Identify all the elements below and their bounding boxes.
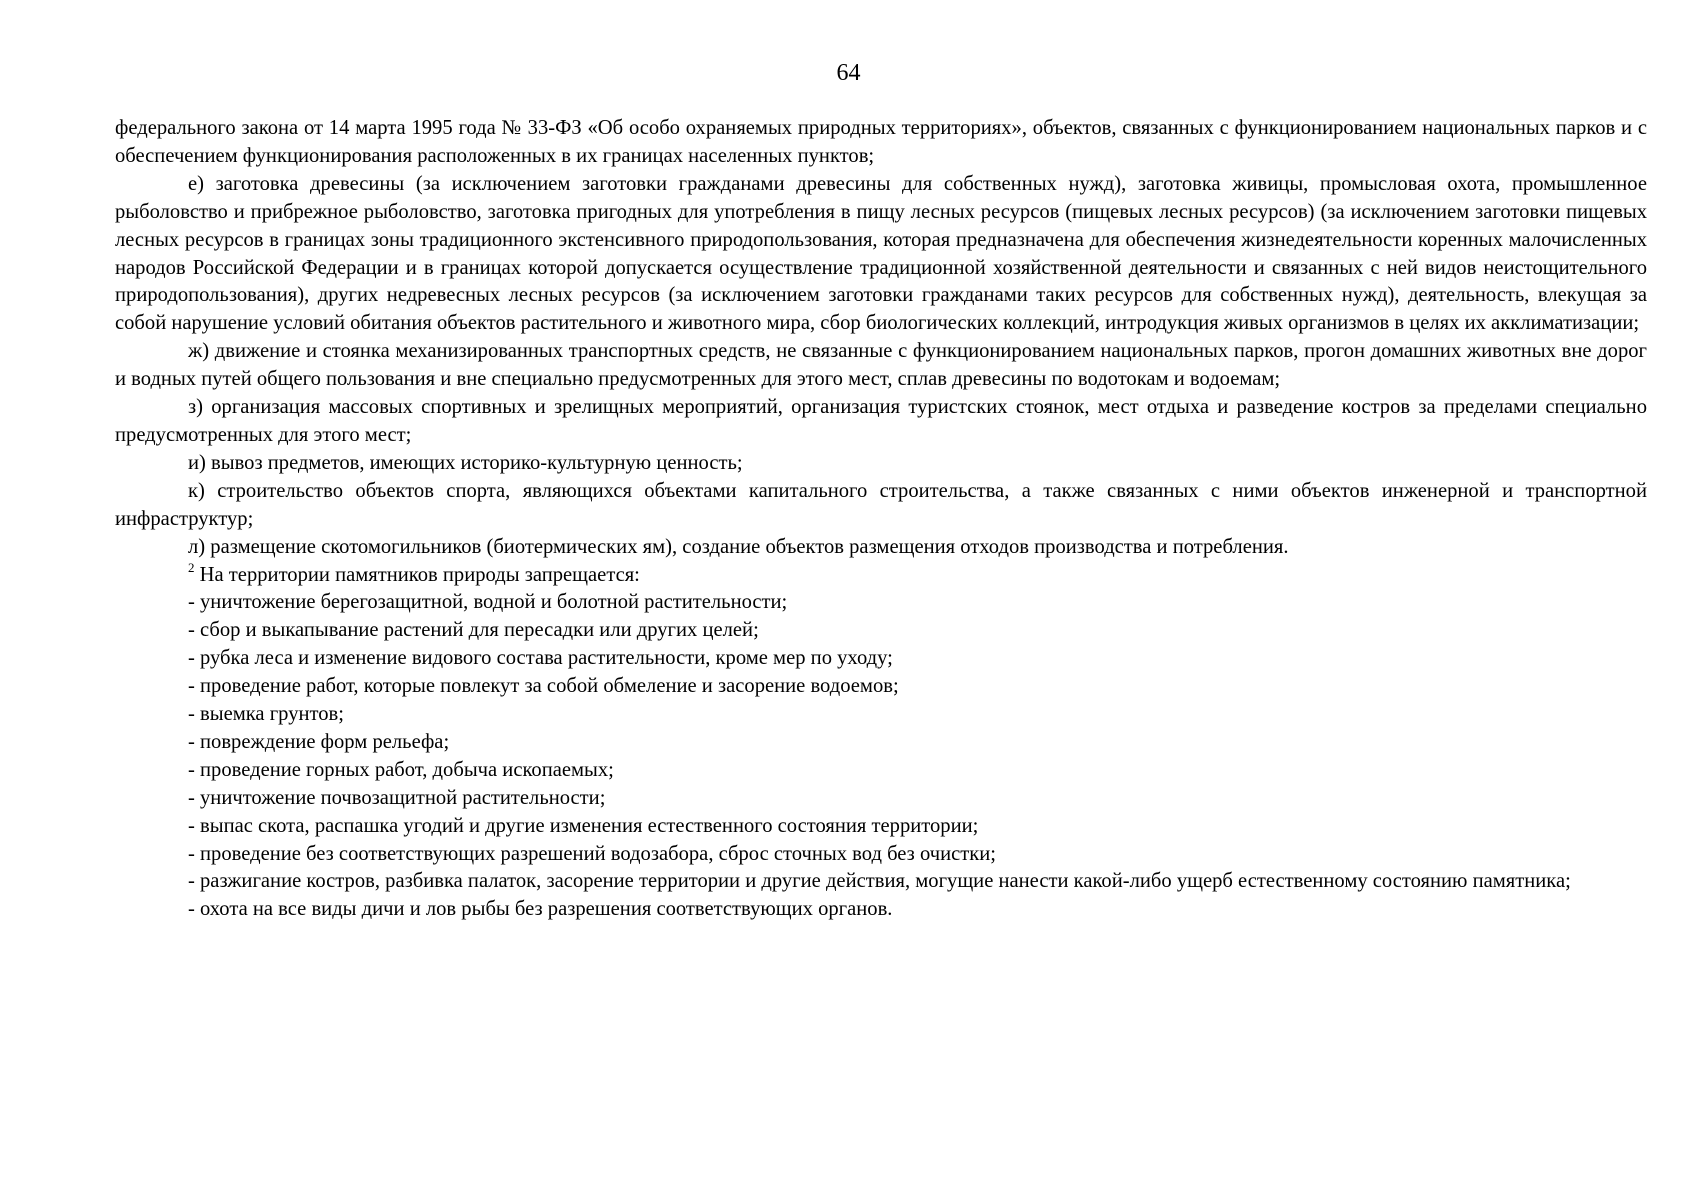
document-body [115,115,1647,924]
paragraph-item-e: е) заготовка древесины (за исключением заготовки гражданами древесины для собственных нужд), заготовка живицы, промысловая охота, промышленное рыболовство и прибрежное рыболовство, заготовка пригодных для употребления в пищу лесных ресурсов (пищевых лесных ресурсов) (за исключением заготовки пищевых лесных ресурсов в границах зоны традиционного экстенсивного природопользования, которая предназначена для обеспечения жизнедеятельности коренных малочисленных народов Российской Федерации и в границах которой допускается осуществление традиционной хозяйственной деятельности и связанных с ней видов неистощительного природопользования), других недревесных лесных ресурсов (за исключением заготовки гражданами таких ресурсов для собственных нужд), деятельность, влекущая за собой нарушение условий обитания объектов растительного и животного мира, сбор биологических коллекций, интродукция живых организмов в целях их акклиматизации; [115,172,1647,335]
list-item: - охота на все виды дичи и лов рыбы без разрешения соответствующих органов. [188,898,893,921]
list-item: - уничтожение почвозащитной растительности; [188,786,606,809]
list-item: - проведение работ, которые повлекут за собой обмеление и засорение водоемов; [188,675,899,698]
list-item: - проведение горных работ, добыча ископаемых; [188,758,614,781]
paragraph-item-z: з) организация массовых спортивных и зрелищных мероприятий, организация туристских стоянок, мест отдыха и разведение костров за пределами специально предусмотренных для этого мест; [115,396,1647,446]
footnote-intro-text: На территории памятников природы запрещается: [194,563,640,586]
paragraph-item-k: к) строительство объектов спорта, являющихся объектами капитального строительства, а также связанных с ними объектов инженерной и транспортной инфраструктур; [115,479,1647,530]
list-item: - выемка грунтов; [188,703,344,726]
page-number: 64 [836,60,861,86]
list-item: - рубка леса и изменение видового состава растительности, кроме мер по уходу; [188,647,893,670]
list-item: - разжигание костров, разбивка палаток, засорение территории и другие действия, могущие нанести какой-либо ущерб естественному состоянию памятника; [188,870,1571,893]
footnote-intro [115,559,1647,590]
paragraph-item-zh: ж) движение и стоянка механизированных транспортных средств, не связанные с функционированием национальных парков, прогон домашних животных вне дорог и водных путей общего пользования и вне специально предусмотренных для этого мест, сплав древесины по водотокам и водоемам; [115,340,1647,391]
paragraph-continuation: федерального закона от 14 марта 1995 года № 33-ФЗ «Об особо охраняемых природных территориях», объектов, связанных с функционированием национальных парков и с обеспечением функционирования расположенных в их границах населенных пунктов; [115,117,1647,167]
paragraph-item-i: и) вывоз предметов, имеющих историко-культурную ценность; [188,451,743,474]
list-item: - уничтожение берегозащитной, водной и болотной растительности; [188,591,788,614]
footnote-marker: 2 [188,559,195,575]
paragraph-item-l: л) размещение скотомогильников (биотермических ям), создание объектов размещения отходов производства и потребления. [188,535,1289,558]
list-item: - повреждение форм рельефа; [188,730,450,753]
list-item: - выпас скота, распашка угодий и другие изменения естественного состояния территории; [188,814,979,837]
list-item: - сбор и выкапывание растений для пересадки или других целей; [188,619,759,642]
list-item: - проведение без соответствующих разрешений водозабора, сброс сточных вод без очистки; [188,842,996,865]
